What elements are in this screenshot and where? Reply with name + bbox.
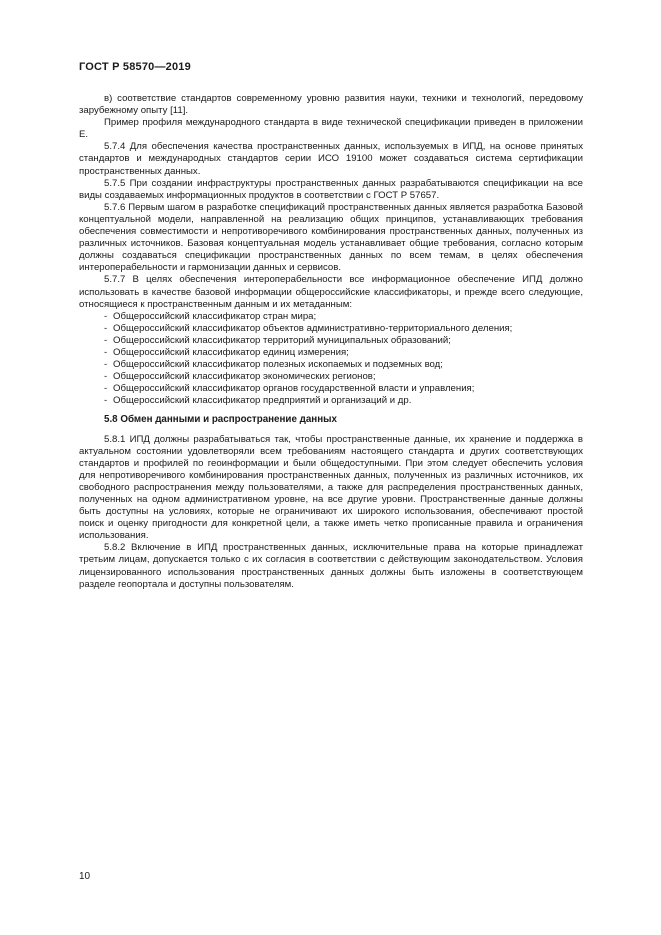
paragraph-5-8-2: 5.8.2 Включение в ИПД пространственных данных, исключительные права на которые принадлежат третьим лицам, допускается только с их согласия в соответствии с действующим законодательством. Условия лицензированного использования пространственных данных должны быть изложены в соответствующем разделе геопортала и доступны пользователям. xyxy=(79,542,583,590)
list-item: - Общероссийский классификатор полезных ископаемых и подземных вод; xyxy=(104,359,443,371)
paragraph-5-7-7: 5.7.7 В целях обеспечения интероперабельности все информационное обеспечение ИПД должно использовать в качестве базовой информации общероссийские классификаторы, и прежде всего следующие, относящиеся к пространственным данным и их метаданным: xyxy=(79,274,583,310)
document-header: ГОСТ Р 58570—2019 xyxy=(79,61,191,73)
paragraph-5-7-5: 5.7.5 При создании инфраструктуры пространственных данных разрабатываются спецификации на все виды создаваемых информационных продуктов в соответствии с ГОСТ Р 57657. xyxy=(79,177,583,201)
list-item: - Общероссийский классификатор предприятий и организаций и др. xyxy=(104,395,412,407)
list-item: - Общероссийский классификатор единиц измерения; xyxy=(104,346,349,358)
classifier-list xyxy=(79,311,583,408)
list-item: - Общероссийский классификатор территорий муниципальных образований; xyxy=(104,334,451,346)
paragraph-5-7-4: 5.7.4 Для обеспечения качества пространственных данных, используемых в ИПД, на основе принятых стандартов и международных стандартов серии ИСО 19100 может создаваться система сертификации пространственных данных. xyxy=(79,141,583,177)
list-item: - Общероссийский классификатор экономических регионов; xyxy=(104,371,376,383)
paragraph-5-8-1: 5.8.1 ИПД должны разрабатываться так, чтобы пространственные данные, их хранение и поддержка в актуальном состоянии удовлетворяли всем требованиям настоящего стандарта и других соответствующих стандартов и профилей по геоинформации и были общедоступными. При этом следует обеспечить условия для непротиворечивого комбинирования пространственных данных, полученных из различных источников, их свободного распространения между пользователями, а также для распределения пространственных данных, полученных на одном административном уровне, на все другие уровни. Пространственные данные должны быть доступны на условиях, которые не ограничивают их широкого использования, обеспечивают простой поиск и оценку пригодности для конкретной цели, а также иметь четко прописанные правила и ограничения использования. xyxy=(79,433,583,542)
list-item: - Общероссийский классификатор объектов административно-территориального деления; xyxy=(104,322,513,334)
list-item: - Общероссийский классификатор стран мира; xyxy=(104,310,317,322)
paragraph-profile-example: Пример профиля международного стандарта в виде технической спецификации приведен в приложении Е. xyxy=(79,117,583,141)
document-body xyxy=(79,93,583,591)
paragraph-item-v: в) соответствие стандартов современному уровню развития науки, техники и технологий, передовому зарубежному опыту [11]. xyxy=(79,93,583,117)
page-number: 10 xyxy=(79,871,91,882)
paragraph-5-7-6: 5.7.6 Первым шагом в разработке спецификаций пространственных данных является разработка Базовой концептуальной модели, направленной на реализацию общих принципов, устанавливающих требования обеспечения совместимости и непротиворечивого комбинирования пространственных данных, полученных из различных источников. Базовая концептуальная модель устанавливает общие требования, согласно которым должны создаваться спецификации пространственных данных по всем темам, в целях обеспечения интероперабельности и гармонизации данных и сервисов. xyxy=(79,201,583,274)
list-item: - Общероссийский классификатор органов государственной власти и управления; xyxy=(104,383,475,395)
section-heading-5-8: 5.8 Обмен данными и распространение данных xyxy=(104,414,337,426)
